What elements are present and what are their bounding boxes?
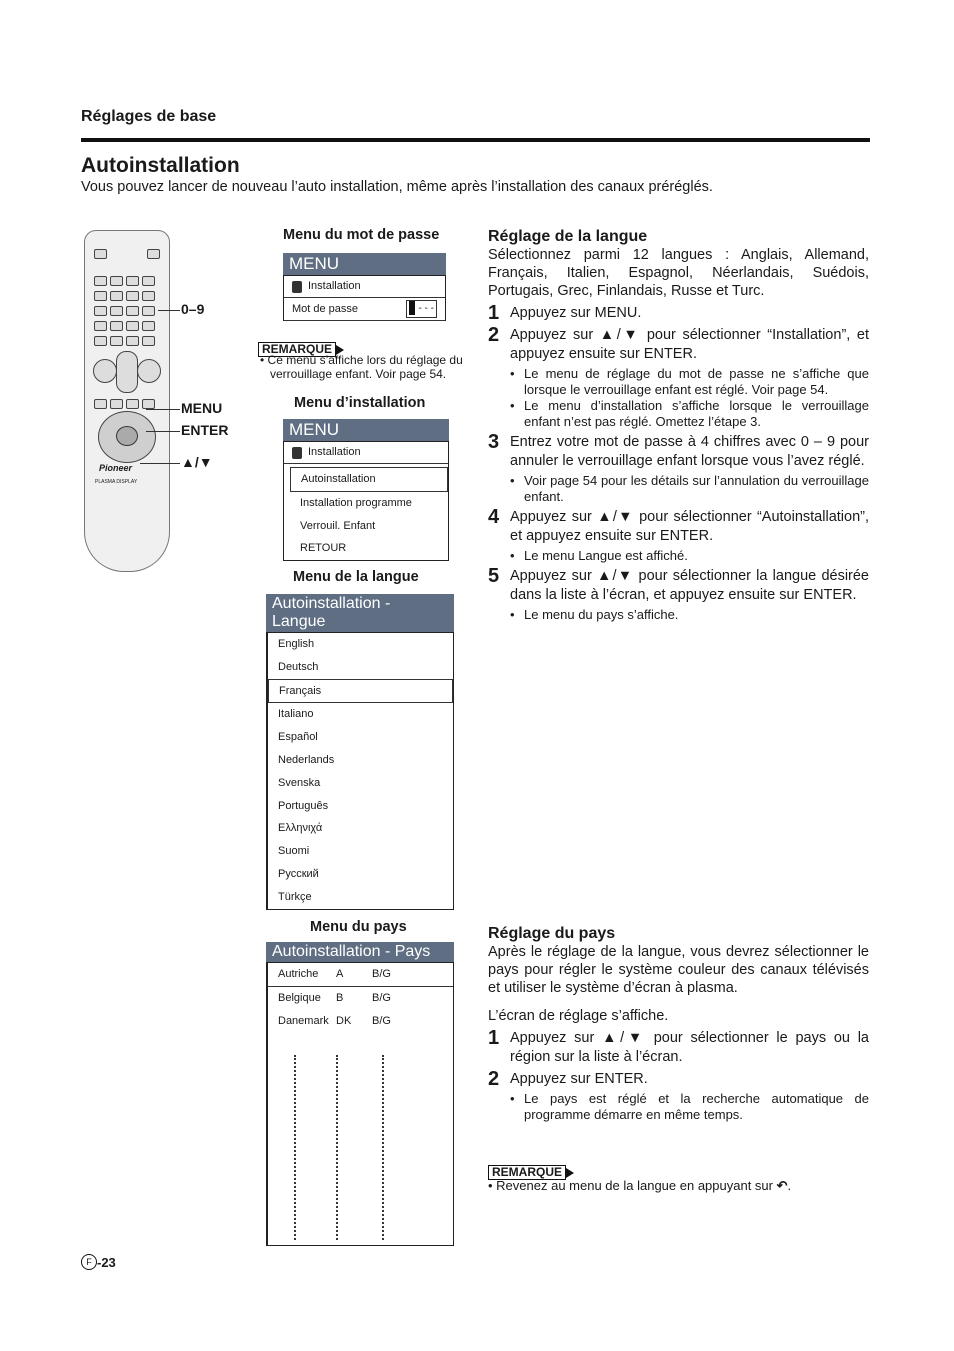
bullet-item: • Le menu de réglage du mot de passe ne s’affiche que lorsque le verrouillage enfant est réglé. Voir page 54. xyxy=(510,366,869,398)
install-item-verrouil[interactable]: Verrouil. Enfant xyxy=(300,519,376,532)
language-item[interactable]: Nederlands xyxy=(278,753,335,766)
ellipsis-column xyxy=(294,1055,296,1240)
step-text: Appuyez sur MENU. xyxy=(510,305,642,321)
step-text: Appuyez sur ▲/▼ pour sélectionner le pays ou la région sur la liste à l’écran. xyxy=(510,1030,869,1065)
language-item[interactable]: Deutsch xyxy=(278,660,319,673)
country-menu-osd xyxy=(266,942,454,1246)
header-rule xyxy=(81,138,870,142)
callout-line-arrows xyxy=(140,463,180,464)
install-item-autoinstallation[interactable]: Autoinstallation xyxy=(290,467,448,492)
section-title: Réglages de base xyxy=(81,108,217,125)
callout-menu: MENU xyxy=(181,400,223,416)
heading-langue: Réglage de la langue xyxy=(488,228,648,245)
pays-steps xyxy=(488,1029,869,1123)
ellipsis-column xyxy=(336,1055,338,1240)
bullet-item: • Voir page 54 pour les détails sur l’annulation du verrouillage enfant. xyxy=(510,473,869,505)
pays-column xyxy=(488,943,869,1123)
osd-title: Autoinstallation - Langue xyxy=(266,594,454,632)
page-title: Autoinstallation xyxy=(81,154,240,177)
step-text: Appuyez sur ▲/▼ pour sélectionner “Autoinstallation”, et appuyez ensuite sur ENTER. xyxy=(510,509,869,544)
callout-digits: 0–9 xyxy=(181,301,205,317)
step-number: 4 xyxy=(488,506,500,528)
remarque-text-1: • Ce menu s’affiche lors du réglage du verrouillage enfant. Voir page 54. xyxy=(260,353,463,381)
langue-steps xyxy=(488,304,869,623)
language-item[interactable]: Español xyxy=(278,731,318,744)
step xyxy=(488,1070,869,1123)
language-menu-osd xyxy=(266,594,454,910)
language-item[interactable]: Türkçe xyxy=(278,890,312,903)
step-text: Entrez votre mot de passe à 4 chiffres avec 0 – 9 pour annuler le verrouillage enfant lorsque vous l’avez réglé. xyxy=(510,434,869,469)
osd-title: MENU xyxy=(283,419,449,441)
step-number: 1 xyxy=(488,1027,500,1049)
step-text: Appuyez sur ▲/▼ pour sélectionner la langue désirée dans la liste à l’écran, et appuyez ensuite sur ENTER. xyxy=(510,568,869,603)
callout-enter: ENTER xyxy=(181,422,229,438)
heading-pays: Réglage du pays xyxy=(488,925,616,942)
remarque-badge-2: REMARQUE xyxy=(488,1163,566,1181)
osd-title: MENU xyxy=(283,253,446,275)
language-item[interactable]: Português xyxy=(278,799,329,812)
language-item[interactable]: Русский xyxy=(278,867,319,880)
langue-intro: Sélectionnez parmi 12 langues : Anglais, Allemand, Français, Italien, Espagnol, Néerlandais, Suédois, Portugais, Grec, Finlandais, Russe et Turc. xyxy=(488,247,869,299)
callout-line-digits xyxy=(158,310,180,311)
step-text: Appuyez sur ▲/▼ pour sélectionner “Installation”, et appuyez ensuite sur ENTER. xyxy=(510,327,869,362)
remote-model: PLASMA DISPLAY xyxy=(95,479,138,485)
osd-tab xyxy=(284,276,445,298)
intro-text: Vous pouvez lancer de nouveau l’auto installation, même après l’installation des canaux préréglés. xyxy=(81,179,713,195)
step-number: 2 xyxy=(488,324,500,346)
pays-intro: Après le réglage de la langue, vous devrez sélectionner le pays pour régler le système couleur des canaux télévisés et utiliser le système d’écran à plasma. xyxy=(488,944,869,996)
step-number: 5 xyxy=(488,565,500,587)
caption-password-menu: Menu du mot de passe xyxy=(283,227,440,243)
osd-title: Autoinstallation - Pays xyxy=(266,942,454,962)
step-number: 3 xyxy=(488,431,500,453)
ellipsis-column xyxy=(382,1055,384,1240)
language-item-selected[interactable]: Français xyxy=(268,679,453,704)
callout-line-menu xyxy=(146,409,180,410)
language-item[interactable]: Svenska xyxy=(278,776,321,789)
bullet-item: • Le menu du pays s’affiche. xyxy=(510,607,869,623)
bullet-item: • Le pays est réglé et la recherche automatique de programme démarre en même temps. xyxy=(510,1091,869,1123)
language-item[interactable]: Italiano xyxy=(278,708,314,721)
return-icon: ↶ xyxy=(776,1178,788,1193)
step xyxy=(488,433,869,505)
country-row[interactable]: Danemark DK B/G xyxy=(278,1014,391,1027)
caption-install-menu: Menu d’installation xyxy=(294,395,426,411)
page-number: F -23 xyxy=(81,1254,116,1270)
step xyxy=(488,508,869,564)
language-item[interactable]: Suomi xyxy=(278,845,310,858)
callout-arrows: ▲/▼ xyxy=(181,454,213,470)
password-field-label: Mot de passe xyxy=(292,303,359,315)
installation-tool-icon xyxy=(292,281,302,293)
remarque-badge-1: REMARQUE xyxy=(258,340,336,358)
caption-language-menu: Menu de la langue xyxy=(293,569,419,585)
country-row[interactable]: Belgique B B/G xyxy=(278,991,391,1004)
osd-tab-label: Installation xyxy=(308,280,361,292)
remarque-text-2: • Revenez au menu de la langue en appuyant sur ↶. xyxy=(488,1178,792,1193)
step-number: 2 xyxy=(488,1068,500,1090)
language-item[interactable]: English xyxy=(278,638,315,650)
langue-column xyxy=(488,246,869,623)
remote-control-illustration xyxy=(84,230,170,572)
pays-screen-note: L’écran de réglage s’affiche. xyxy=(488,1008,669,1024)
country-row-selected[interactable]: Autriche A B/G xyxy=(268,963,453,987)
install-menu-osd xyxy=(283,419,449,561)
language-item[interactable]: Ελληνιχά xyxy=(278,822,323,835)
osd-tab-label: Installation xyxy=(308,446,361,458)
step xyxy=(488,326,869,430)
install-item-retour[interactable]: RETOUR xyxy=(300,542,347,555)
password-field-row[interactable] xyxy=(284,298,445,321)
step-bullets xyxy=(510,473,869,505)
callout-line-enter xyxy=(146,431,180,432)
installation-tool-icon xyxy=(292,447,302,459)
step-bullets xyxy=(510,366,869,430)
step-bullets xyxy=(510,548,869,564)
install-item-programme[interactable]: Installation programme xyxy=(300,496,412,509)
bullet-item: • Le menu Langue est affiché. xyxy=(510,548,869,564)
bullet-item: • Le menu d’installation s’affiche lorsque le verrouillage enfant n’est pas réglé. Omettez l’étape 3. xyxy=(510,398,869,430)
password-field-value[interactable]: - - - xyxy=(406,300,437,318)
remote-brand: Pioneer xyxy=(99,463,133,473)
step-bullets xyxy=(510,607,869,623)
step xyxy=(488,567,869,623)
caption-country-menu: Menu du pays xyxy=(310,919,407,935)
enter-button-icon xyxy=(116,426,138,446)
step-bullets xyxy=(510,1091,869,1123)
page-letter-badge: F xyxy=(81,1254,97,1270)
step xyxy=(488,304,869,323)
step xyxy=(488,1029,869,1067)
step-number: 1 xyxy=(488,302,500,324)
osd-tab xyxy=(284,442,448,464)
step-text: Appuyez sur ENTER. xyxy=(510,1071,648,1087)
password-menu-osd xyxy=(283,253,446,321)
